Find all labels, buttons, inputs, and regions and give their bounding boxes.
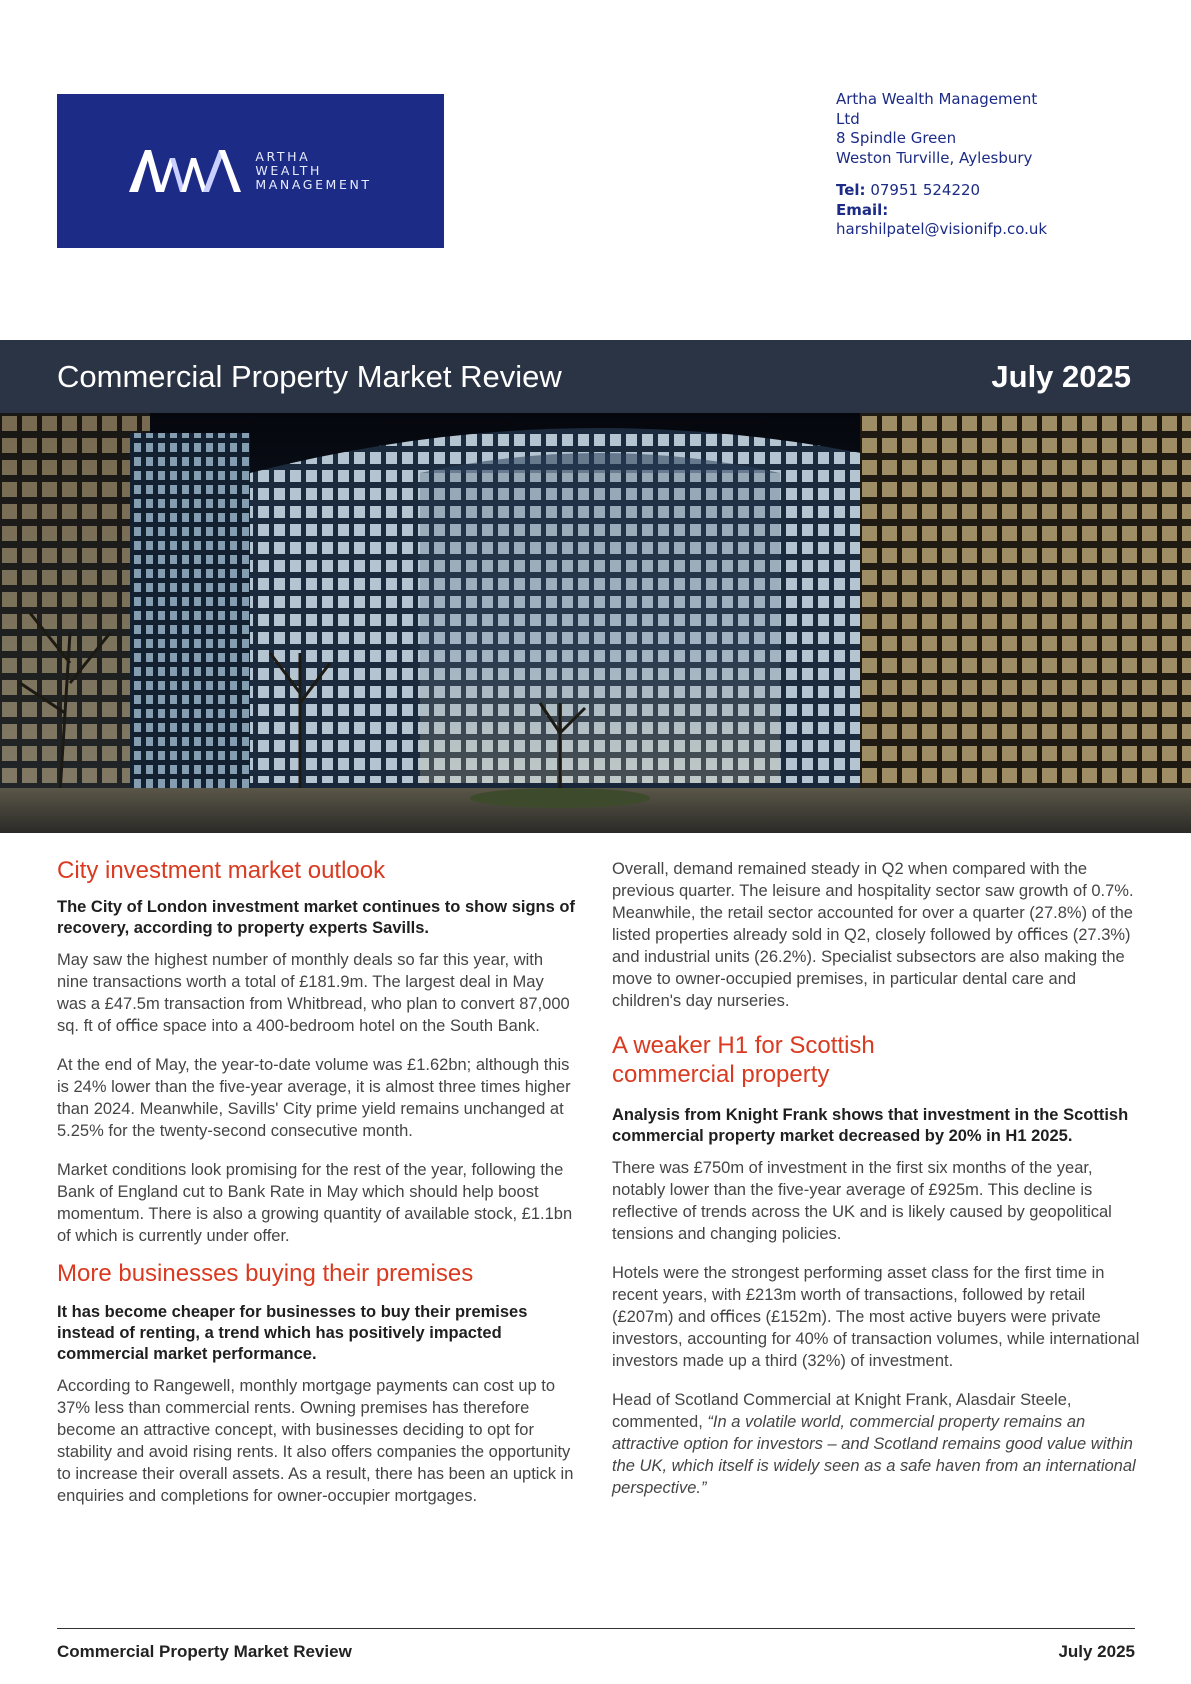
email-link[interactable]: harshilpatel@visionifp.co.uk (836, 220, 1048, 238)
company-logo (57, 94, 444, 248)
scottish-lead: Analysis from Knight Frank shows that investment in the Scottish commercial property market decreased by 20% in H1 2025. (612, 1106, 1129, 1145)
logo-word-2: WEALTH (255, 163, 323, 178)
premises-paragraph-2: Overall, demand remained steady in Q2 when compared with the previous quarter. The leisure and hospitality sector saw growth of 0.7%. Meanwhile, the retail sector accounted for over a quarter (27.8%) of the listed properties already sold in Q2, closely followed by oﬃces (27.3%) and industrial units (26.2%). Specialist subsectors are also making the move to owner-occupied premises, in particular dental care and children's day nurseries. (612, 860, 1134, 1010)
scottish-paragraph-1: There was £750m of investment in the first six months of the year, notably lower than the five-year average of £925m. This decline is reflective of trends across the UK and is likely caused by geopolitical tensions and changing policies. (612, 1159, 1112, 1243)
premises-heading: More businesses buying their premises (57, 1260, 474, 1287)
company-name-line2: Ltd (836, 109, 860, 128)
city-lead: The City of London investment market continues to show signs of recovery, according to property experts Savills. (57, 898, 575, 937)
hero-office-photo (0, 413, 1191, 833)
tel-label: Tel: (836, 181, 866, 199)
city-paragraph-1: May saw the highest number of monthly deals so far this year, with nine transactions worth a total of £181.9m. The largest deal in May was a £47.5m transaction from Whitbread, who plan to convert 87,000 sq. ft of oﬃce space into a 400-bedroom hotel on the South Bank. (57, 951, 570, 1035)
title-banner (0, 340, 1191, 413)
logo-wordmark (255, 150, 371, 192)
footer-date: July 2025 (1058, 1642, 1135, 1661)
issue-date: July 2025 (991, 359, 1131, 394)
scottish-heading (612, 1031, 1142, 1089)
page-title: Commercial Property Market Review (57, 359, 562, 394)
email-label: Email: (836, 200, 889, 219)
scottish-paragraph-2: Hotels were the strongest performing asset class for the first time in recent years, with £213m worth of transactions, followed by retail (£207m) and oﬃces (£152m). The most active buyers were private investors, accounting for 40% of transaction volumes, while international investors made up a third (32%) of investment. (612, 1264, 1140, 1370)
premises-paragraph-1: According to Rangewell, monthly mortgage payments can cost up to 37% less than commercial rents. Owning premises has therefore become an attractive concept, with businesses deciding to opt for stability and avoid rising rents. It also offers companies the opportunity to increase their overall assets. As a result, there has been an uptick in enquiries and completions for owner-occupier mortgages. (57, 1377, 574, 1505)
left-column (57, 856, 577, 1524)
logo-word-1: ARTHA (255, 149, 311, 164)
tel-value[interactable]: 07951 524220 (870, 181, 981, 199)
address-line2: Weston Turville, Aylesbury (836, 148, 1033, 167)
scottish-quote: “In a volatile world, commercial property remains an attractive option for investors – and Scotland remains good value within the UK, which itself is widely seen as a safe haven from an international perspective.” (612, 1413, 1136, 1497)
city-paragraph-2: At the end of May, the year-to-date volume was £1.62bn; although this is 24% lower than the five-year average, it is almost three times higher than 2024. Meanwhile, Savills' City prime yield remains unchanged at 5.25% for the twenty-second consecutive month. (57, 1056, 571, 1140)
footer-title: Commercial Property Market Review (57, 1642, 352, 1661)
address-line1: 8 Spindle Green (836, 129, 957, 147)
awm-logo-mark-icon (129, 148, 241, 194)
city-heading: City investment market outlook (57, 857, 386, 884)
scottish-heading-line1: A weaker H1 for Scottish (612, 1032, 875, 1059)
city-paragraph-3: Market conditions look promising for the rest of the year, following the Bank of England cut to Bank Rate in May which should help boost momentum. There is also a growing quantity of available stock, £1.1bn of which is currently under offer. (57, 1161, 573, 1245)
contact-block (836, 90, 1096, 240)
scottish-quote-intro: Head of Scotland Commercial at Knight Frank, Alasdair Steele, commented, (612, 1391, 1072, 1431)
telephone (836, 181, 1096, 201)
scottish-paragraph-3 (612, 1389, 1142, 1499)
premises-lead: It has become cheaper for businesses to buy their premises instead of renting, a trend which has positively impacted commercial market performance. (57, 1303, 528, 1363)
scottish-heading-line2: commercial property (612, 1061, 830, 1088)
right-column (612, 858, 1142, 1516)
company-name-line1: Artha Wealth Management (836, 90, 1038, 108)
logo-word-3: MANAGEMENT (255, 177, 372, 192)
footer-divider (57, 1628, 1135, 1629)
office-building-icon (0, 413, 1191, 833)
